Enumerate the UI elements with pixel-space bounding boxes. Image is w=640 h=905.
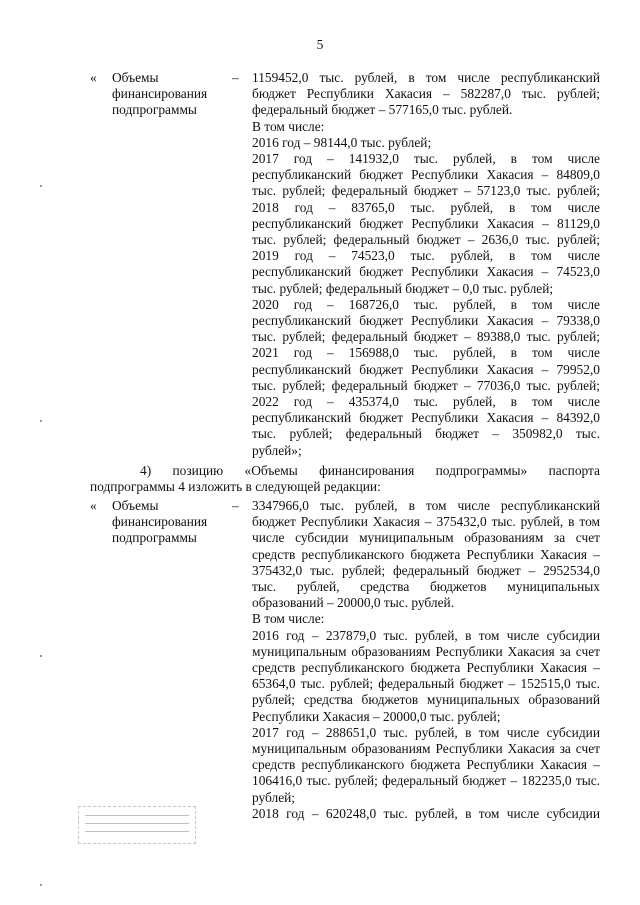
funding-text-line: числе субсидии муниципальным образованиям за счет: [252, 530, 600, 546]
funding-text-line: образований – 20000,0 тыс. рублей.: [252, 595, 455, 611]
funding-text-line: 2018 год – 83765,0 тыс. рублей, в том числе: [252, 199, 600, 215]
margin-mark: [40, 884, 42, 886]
funding-text-line: республиканский бюджет Республики Хакасия – 79338,0: [252, 313, 600, 329]
funding-text-line: тыс. рублей; федеральный бюджет – 57123,0 тыс. рублей;: [252, 183, 600, 199]
funding-text-line: В том числе:: [252, 611, 325, 627]
funding-text-line: 65364,0 тыс. рублей; федеральный бюджет – 152515,0 тыс.: [252, 676, 600, 692]
funding-text-line: республиканский бюджет Республики Хакасия – 79952,0: [252, 361, 600, 377]
funding-text-line: средств республиканского бюджета Республики Хакасия –: [252, 546, 600, 562]
funding-text-line: республиканский бюджет Республики Хакасия – 84809,0: [252, 167, 600, 183]
faded-stamp: [78, 806, 196, 844]
funding-text-line: 2018 год – 620248,0 тыс. рублей, в том числе субсидии: [252, 805, 600, 821]
funding-text-line: тыс. рублей; федеральный бюджет – 89388,0 тыс. рублей;: [252, 329, 600, 345]
funding-text-line: 2022 год – 435374,0 тыс. рублей, в том числе: [252, 394, 600, 410]
funding-text-line: 2019 год – 74523,0 тыс. рублей, в том числе: [252, 248, 600, 264]
funding-text-line: 2021 год – 156988,0 тыс. рублей, в том числе: [252, 345, 600, 361]
paragraph-line: подпрограммы 4 изложить в следующей редакции:: [90, 479, 381, 495]
funding-text-line: федеральный бюджет – 577165,0 тыс. рублей.: [252, 102, 513, 118]
instruction-paragraph: [90, 463, 600, 495]
funding-text-line: республиканский бюджет Республики Хакасия – 84392,0: [252, 410, 600, 426]
margin-mark: [40, 655, 42, 657]
funding-text-line: муниципальным образованиям Республики Хакасия за счет: [252, 643, 600, 659]
funding-text-line: 2016 год – 98144,0 тыс. рублей;: [252, 134, 432, 150]
funding-text-line: В том числе:: [252, 118, 325, 134]
funding-label-line: Объемы: [112, 70, 159, 85]
funding-text-line: рублей;: [252, 789, 296, 805]
funding-text-line: 2016 год – 237879,0 тыс. рублей, в том числе субсидии: [252, 627, 600, 643]
funding-label-line: финансирования: [112, 514, 208, 530]
funding-text-line: тыс. рублей; федеральный бюджет – 77036,0 тыс. рублей;: [252, 377, 600, 393]
margin-mark: [40, 420, 42, 422]
funding-text-line: бюджет Республики Хакасия – 582287,0 тыс. рублей;: [252, 86, 600, 102]
funding-text-line: муниципальным образованиям Республики Хакасия за счет: [252, 741, 600, 757]
opening-quote: «: [90, 70, 97, 85]
funding-text-line: средств республиканского бюджета Республики Хакасия –: [252, 757, 600, 773]
funding-text-line: 375432,0 тыс. рублей; федеральный бюджет – 2952534,0: [252, 562, 600, 578]
funding-text-line: республиканский бюджет Республики Хакасия – 81129,0: [252, 215, 600, 231]
funding-label: [112, 498, 232, 547]
funding-text-line: тыс. рублей; федеральный бюджет – 0,0 тыс. рублей;: [252, 280, 554, 296]
funding-label-line: подпрограммы: [112, 102, 197, 118]
funding-text-line: рублей; средства бюджетов муниципальных образований: [252, 692, 600, 708]
funding-text-line: 2017 год – 288651,0 тыс. рублей, в том числе субсидии: [252, 724, 600, 740]
dash: –: [232, 70, 239, 85]
funding-text-line: 2020 год – 168726,0 тыс. рублей, в том числе: [252, 296, 600, 312]
paragraph-line: 4) позицию «Объемы финансирования подпрограммы» паспорта: [140, 463, 600, 478]
dash: –: [232, 498, 239, 513]
funding-text-line: 1159452,0 тыс. рублей, в том числе республиканский: [252, 70, 600, 85]
funding-text-line: 3347966,0 тыс. рублей, в том числе республиканский: [252, 498, 600, 513]
funding-label-line: подпрограммы: [112, 530, 197, 546]
opening-quote: «: [90, 498, 97, 513]
funding-text-line: рублей»;: [252, 442, 302, 458]
funding-text: [252, 70, 600, 459]
funding-label: [112, 70, 232, 119]
funding-label-line: Объемы: [112, 498, 159, 513]
funding-text-line: республиканский бюджет Республики Хакасия – 74523,0: [252, 264, 600, 280]
funding-text-line: бюджет Республики Хакасия – 375432,0 тыс. рублей, в том: [252, 514, 600, 530]
funding-text: [252, 498, 600, 822]
margin-mark: [40, 185, 42, 187]
funding-text-line: средств республиканского бюджета Республики Хакасия –: [252, 660, 600, 676]
funding-text-line: 2017 год – 141932,0 тыс. рублей, в том числе: [252, 151, 600, 167]
funding-text-line: 106416,0 тыс. рублей; федеральный бюджет – 182235,0 тыс.: [252, 773, 600, 789]
page-number: 5: [316, 37, 324, 52]
funding-text-line: тыс. рублей; федеральный бюджет – 2636,0 тыс. рублей;: [252, 232, 600, 248]
funding-text-line: Республики Хакасия – 20000,0 тыс. рублей;: [252, 708, 501, 724]
funding-text-line: тыс. рублей, средства бюджетов муниципальных: [252, 579, 600, 595]
funding-text-line: тыс. рублей; федеральный бюджет – 350982,0 тыс.: [252, 426, 600, 442]
funding-label-line: финансирования: [112, 86, 208, 102]
